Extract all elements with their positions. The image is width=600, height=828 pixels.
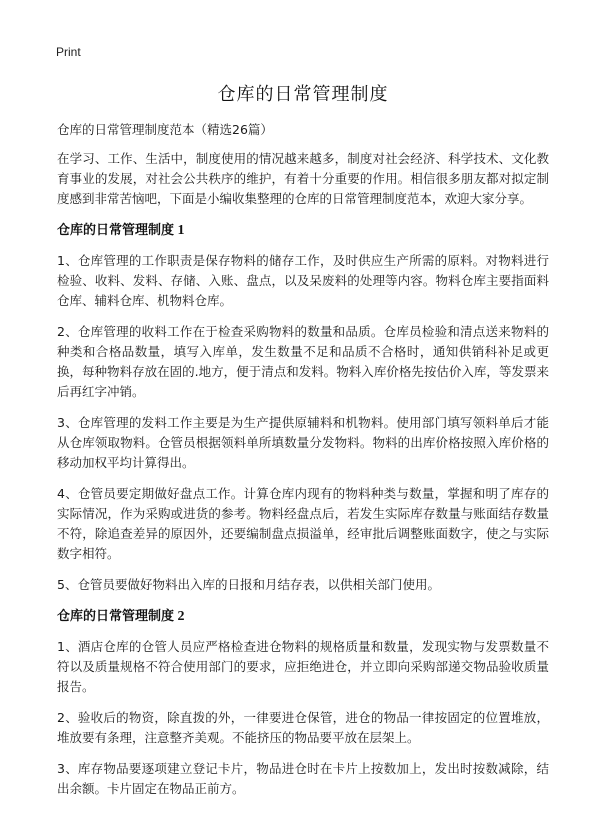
section-2-paragraph-1: 1、酒店仓库的仓管人员应严格检查进仓物料的规格质量和数量，发现实物与发票数量不符以及质量规格不符合使用部门的要求，应拒绝进仓，并立即向采购部递交物品验收质量报告。 (57, 639, 549, 694)
section-1-paragraph-3: 3、仓库管理的发料工作主要是为生产提供原辅料和机物料。使用部门填写领料单后才能从仓库领取物料。仓管员根据领料单所填数量分发物料。物料的出库价格按照入库价格的移动加权平均计算得出。 (57, 415, 549, 470)
section-1-paragraph-1: 1、仓库管理的工作职责是保存物料的储存工作，及时供应生产所需的原料。对物料进行检验、收料、发料、存储、入账、盘点，以及呆废料的处理等内容。物料仓库主要指面料仓库、辅料仓库、机物料仓库。 (57, 253, 549, 308)
section-heading-2 (57, 607, 549, 627)
section-2-paragraph-3: 3、库存物品要逐项建立登记卡片，物品进仓时在卡片上按数加上，发出时按数减除，结出余额。卡片固定在物品正前方。 (57, 761, 549, 796)
section-1-paragraph-2: 2、仓库管理的收料工作在于检查采购物料的数量和品质。仓库员检验和清点送来物料的种类和合格品数量，填写入库单，发生数量不足和品质不合格时，通知供销科补足或更换，每种物料存放在固的.地方，便于清点和发料。物料入库价格先按估价入库，等发票来后再红字冲销。 (57, 324, 549, 399)
section-heading-number: 2 (177, 609, 185, 624)
document-subtitle: 仓库的日常管理制度范本（精选26篇） (57, 122, 273, 137)
section-1-paragraph-4: 4、仓管员要定期做好盘点工作。计算仓库内现有的物料种类与数量，掌握和明了库存的实际情况，作为采购或进货的参考。物料经盘点后，若发生实际库存数量与账面结存数量不符，除追查差异的原因外，还要编制盘点损溢单，经审批后调整账面数字，使之与实际数字相符。 (57, 486, 549, 561)
intro-paragraph: 在学习、工作、生活中，制度使用的情况越来越多，制度对社会经济、科学技术、文化教育事业的发展，对社会公共秩序的维护，有着十分重要的作用。相信很多朋友都对拟定制度感到非常苦恼吧，下面是小编收集整理的仓库的日常管理制度范本，欢迎大家分享。 (57, 151, 549, 206)
section-2-paragraph-2: 2、验收后的物资，除直拨的外，一律要进仓保管，进仓的物品一律按固定的位置堆放，堆放要有条理，注意整齐美观。不能挤压的物品要平放在层架上。 (57, 710, 549, 745)
section-heading-text: 仓库的日常管理制度 (57, 609, 175, 624)
page-title: 仓库的日常管理制度 (217, 84, 389, 105)
section-heading-text: 仓库的日常管理制度 (57, 223, 175, 238)
print-link[interactable]: Print (56, 45, 81, 59)
document-body (57, 80, 549, 810)
section-heading-1 (57, 221, 549, 241)
section-1-paragraph-5: 5、仓管员要做好物料出入库的日报和月结存表，以供相关部门使用。 (57, 577, 440, 592)
section-heading-number: 1 (177, 223, 185, 238)
